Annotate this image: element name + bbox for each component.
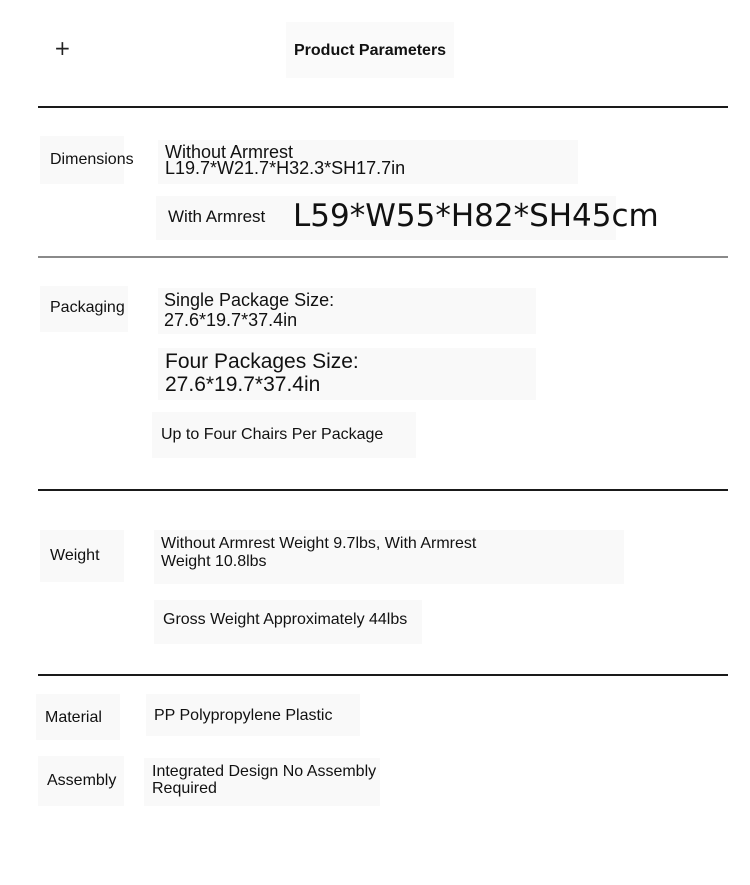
four-packages-size: 27.6*19.7*37.4in: [165, 373, 321, 396]
without-armrest-title: Without Armrest: [165, 142, 294, 162]
material-value: PP Polypropylene Plastic: [154, 707, 333, 724]
divider: [38, 106, 728, 108]
weight-line-1: Without Armrest Weight 9.7lbs, With Armrest: [161, 535, 477, 552]
dimensions-label: Dimensions: [50, 151, 134, 168]
single-package-size: 27.6*19.7*37.4in: [164, 310, 298, 330]
assembly-line-1: Integrated Design No Assembly: [152, 763, 377, 780]
with-armrest-label: With Armrest: [168, 207, 266, 226]
weight-line-2: Weight 10.8lbs: [161, 553, 267, 570]
assembly-label: Assembly: [47, 772, 117, 789]
gross-weight: Gross Weight Approximately 44lbs: [163, 611, 408, 628]
page-title: Product Parameters: [294, 42, 447, 59]
with-armrest-dimensions: L59*W55*H82*SH45cm: [293, 198, 659, 234]
without-armrest-dimensions: L19.7*W21.7*H32.3*SH17.7in: [165, 158, 406, 178]
four-packages-title: Four Packages Size:: [165, 350, 359, 373]
divider: [38, 256, 728, 258]
chairs-per-package: Up to Four Chairs Per Package: [161, 426, 384, 443]
single-package-title: Single Package Size:: [164, 290, 335, 310]
divider: [38, 674, 728, 676]
expand-icon[interactable]: +: [54, 36, 71, 60]
divider: [38, 489, 728, 491]
material-label: Material: [45, 709, 102, 726]
weight-label: Weight: [50, 547, 100, 564]
packaging-label: Packaging: [50, 299, 125, 316]
assembly-line-2: Required: [152, 780, 217, 797]
